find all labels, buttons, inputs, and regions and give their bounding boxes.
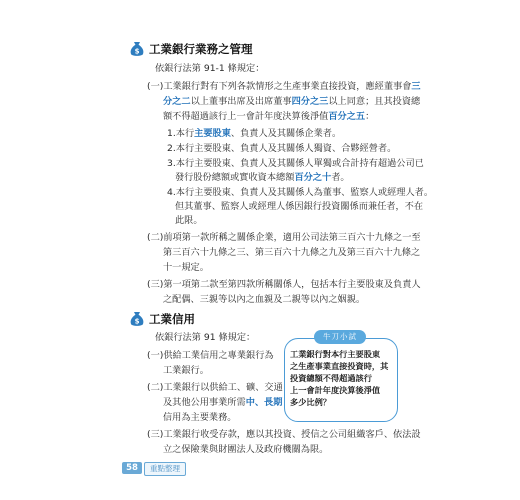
quiz-callout-label: 牛刀小試: [314, 330, 366, 344]
page-number: 58: [122, 462, 142, 474]
svg-text:$: $: [134, 47, 140, 56]
list-item-4-line-2: 但其董事、監察人或經理人係因銀行投資關係而兼任者，不在: [175, 201, 424, 212]
quiz-line-5: 多少比例？: [290, 397, 331, 407]
paragraph-2-line-1: (二)前項第一款所稱之關係企業，適用公司法第三百六十九條之一至: [147, 232, 421, 243]
list-item-4-line-1: 4.本行主要股東、負責人及其關係人為董事、監察人或經理人者。: [167, 187, 434, 198]
credit-paragraph-2-line-2: 及其他公用事業所需中、長期: [163, 397, 283, 408]
section-title-industrial-credit: [130, 311, 195, 327]
paragraph-1-line-1: (一)工業銀行對有下列各款情形之生產事業直接投資，應經董事會三: [147, 81, 421, 92]
money-bag-icon: [130, 41, 144, 57]
credit-paragraph-1-line-2: 工業銀行。: [163, 365, 209, 376]
section-title-bank-management: [130, 41, 253, 57]
section-title-text: 工業信用: [149, 312, 195, 326]
paragraph-3-line-1: (三)第一項第二款至第四款所稱關係人，包括本行主要股東及負責人: [147, 279, 421, 290]
list-item-1: 1.本行主要股東、負責人及其關係企業者。: [167, 128, 342, 139]
credit-paragraph-2-line-1: (二)工業銀行以供給工、礦、交通: [147, 382, 283, 393]
paragraph-2-line-2: 第三百六十九條之三、第三百六十九條之九及第三百六十九條之: [163, 247, 421, 258]
intro-text: 依銀行法第 91-1 條規定：: [155, 63, 265, 74]
list-item-3-line-1: 3.本行主要股東、負責人及其關係人單獨或合計持有超過公司已: [167, 158, 424, 169]
chapter-tag: 重點整理: [144, 462, 186, 476]
credit-paragraph-3-line-2: 立之保險業與財團法人及政府機關為限。: [163, 444, 329, 455]
credit-paragraph-3-line-1: (三)工業銀行收受存款，應以其投資、授信之公司組織客戶、依法設: [147, 429, 421, 440]
list-item-4-line-3: 此限。: [175, 215, 203, 226]
money-bag-icon: [130, 311, 144, 327]
intro-text: 依銀行法第 91 條規定：: [155, 332, 256, 343]
quiz-line-3: 投資總額不得超過該行: [290, 373, 372, 383]
svg-text:$: $: [134, 317, 140, 326]
paragraph-2-line-3: 十一規定。: [163, 262, 209, 273]
paragraph-3-line-2: 之配偶、三親等以內之血親及二親等以內之姻親。: [163, 294, 366, 305]
quiz-line-2: 之生產事業直接投資時，其: [290, 361, 389, 371]
list-item-2: 2.本行主要股東、負責人及其關係人獨資、合夥經營者。: [167, 143, 397, 154]
section-title-text: 工業銀行業務之管理: [149, 42, 253, 56]
quiz-line-1: 工業銀行對本行主要股東: [290, 349, 381, 359]
paragraph-1-line-2: 分之二以上董事出席及出席董事四分之三以上同意；且其投資總: [163, 96, 421, 107]
credit-paragraph-2-line-3: 信用為主要業務。: [163, 412, 237, 423]
quiz-line-4: 上一會計年度決算後淨值: [290, 385, 381, 395]
credit-paragraph-1-line-1: (一)供給工業信用之專業銀行為: [147, 350, 274, 361]
list-item-3-line-2: 發行股份總額或實收資本總額百分之十者。: [175, 172, 350, 183]
paragraph-1-line-3: 額不得超過該行上一會計年度決算後淨值百分之五：: [163, 111, 375, 122]
